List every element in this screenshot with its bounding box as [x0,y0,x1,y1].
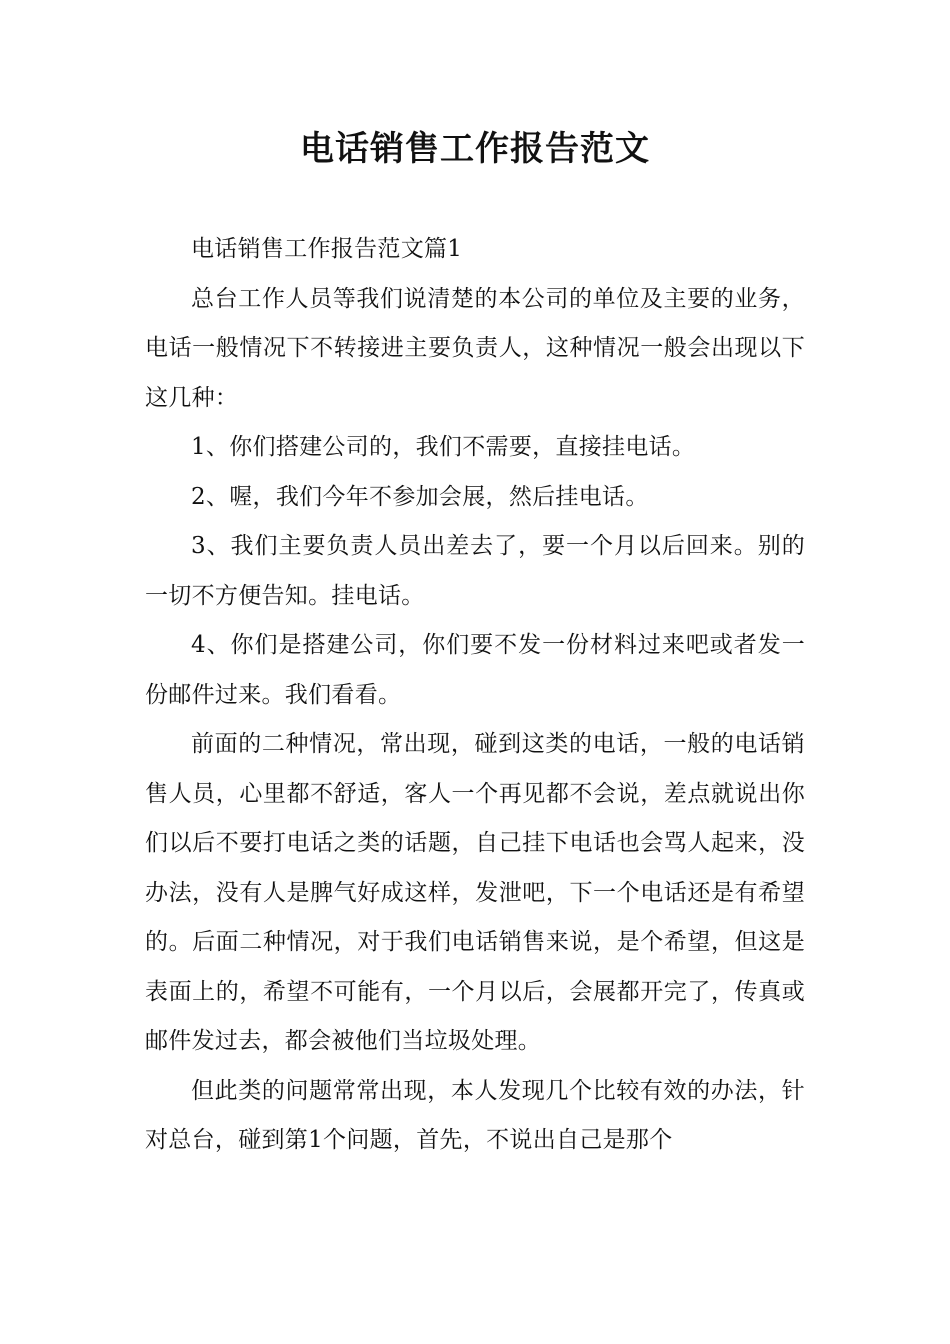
list-item: 3、我们主要负责人员出差去了，要一个月以后回来。别的一切不方便告知。挂电话。 [145,533,805,609]
document-title: 电话销售工作报告范文 [300,129,650,169]
list-item: 1、你们搭建公司的，我们不需要，直接挂电话。 [191,434,696,460]
document-body [145,225,805,1166]
list-item: 4、你们是搭建公司，你们要不发一份材料过来吧或者发一份邮件过来。我们看看。 [145,632,805,708]
paragraph: 但此类的问题常常出现，本人发现几个比较有效的办法，针对总台，碰到第1个问题，首先，不说出自己是那个 [145,1077,805,1153]
section-heading: 电话销售工作报告范文篇1 [191,236,463,262]
list-item: 2、喔，我们今年不参加会展，然后挂电话。 [191,483,649,510]
paragraph: 前面的二种情况，常出现，碰到这类的电话，一般的电话销售人员，心里都不舒适，客人一个再见都不会说，差点就说出你们以后不要打电话之类的话题，自己挂下电话也会骂人起来，没办法，没有人是脾气好成这样，发泄吧，下一个电话还是有希望的。后面二种情况，对于我们电话销售来说，是个希望，但这是表面上的，希望不可能有，一个月以后，会展都开完了，传真或邮件发过去，都会被他们当垃圾处理。 [145,731,805,1054]
paragraph: 总台工作人员等我们说清楚的本公司的单位及主要的业务，电话一般情况下不转接进主要负责人，这种情况一般会出现以下这几种： [145,285,805,411]
